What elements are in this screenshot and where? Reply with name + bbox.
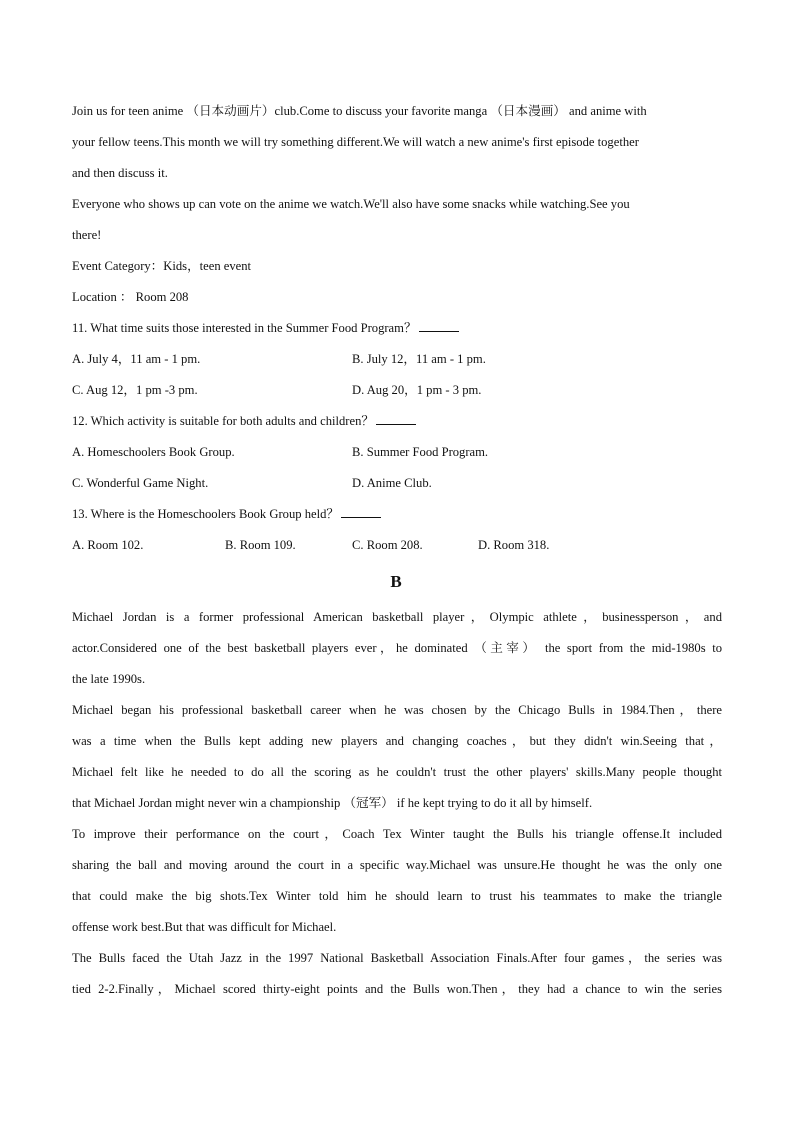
question-13-stem: 13. Where is the Homeschoolers Book Group held？ xyxy=(72,507,339,521)
q12-option-b[interactable]: B. Summer Food Program. xyxy=(352,445,489,459)
answer-blank-11[interactable] xyxy=(419,317,459,332)
q13-option-a[interactable]: A. Room 102. xyxy=(72,538,144,552)
anime-p1-line-3: and then discuss it. xyxy=(72,166,168,180)
answer-blank-12[interactable] xyxy=(376,410,416,425)
question-11 xyxy=(72,313,722,344)
question-11-options-row-1 xyxy=(72,344,722,375)
anime-p2-line-1: Everyone who shows up can vote on the anime we watch.We'll also have some snacks while watching.See you xyxy=(72,197,630,211)
question-12-stem: 12. Which activity is suitable for both adults and children？ xyxy=(72,414,374,428)
jordan-line-12: The Bulls faced the Utah Jazz in the 1997 National Basketball Association Finals.After four games，the series was xyxy=(72,951,722,965)
event-category: Event Category：Kids，teen event xyxy=(72,259,252,273)
document-page xyxy=(72,96,722,1005)
q13-option-c[interactable]: C. Room 208. xyxy=(352,538,423,552)
q12-option-d[interactable]: D. Anime Club. xyxy=(352,476,432,490)
jordan-line-2: actor.Considered one of the best basketball players ever，he dominated （主宰） the sport from the mid-1980s to xyxy=(72,641,722,655)
jordan-line-6: Michael felt like he needed to do all the scoring as he couldn't trust the other players' skills.Many people thought xyxy=(72,765,722,779)
jordan-line-13: tied 2-2.Finally，Michael scored thirty-eight points and the Bulls won.Then，they had a chance to win the series xyxy=(72,982,722,996)
question-13 xyxy=(72,499,722,530)
question-11-options-row-2 xyxy=(72,375,722,406)
q12-option-c[interactable]: C. Wonderful Game Night. xyxy=(72,476,209,490)
jordan-line-3: the late 1990s. xyxy=(72,672,146,686)
jordan-line-7: that Michael Jordan might never win a championship （冠军） if he kept trying to do it all by himself. xyxy=(72,796,593,810)
jordan-line-5: was a time when the Bulls kept adding new players and changing coaches，but they didn't win.Seeing that， xyxy=(72,734,722,748)
q11-option-d[interactable]: D. Aug 20，1 pm - 3 pm. xyxy=(352,383,482,397)
anime-p2-line-2: there! xyxy=(72,228,102,242)
q13-option-b[interactable]: B. Room 109. xyxy=(225,538,296,552)
anime-p1-line-1: Join us for teen anime （日本动画片）club.Come to discuss your favorite manga （日本漫画） and anime with xyxy=(72,104,647,118)
answer-blank-13[interactable] xyxy=(341,503,381,518)
section-b-heading: B xyxy=(390,572,402,591)
jordan-line-10: that could make the big shots.Tex Winter told him he should learn to trust his teammates to make the triangle xyxy=(72,889,722,903)
jordan-line-4: Michael began his professional basketball career when he was chosen by the Chicago Bulls in 1984.Then，there xyxy=(72,703,722,717)
question-12-options-row-1 xyxy=(72,437,722,468)
q12-option-a[interactable]: A. Homeschoolers Book Group. xyxy=(72,445,235,459)
q11-option-a[interactable]: A. July 4，11 am - 1 pm. xyxy=(72,352,201,366)
jordan-line-1: Michael Jordan is a former professional American basketball player，Olympic athlete，businessperson，and xyxy=(72,610,722,624)
q13-option-d[interactable]: D. Room 318. xyxy=(478,538,550,552)
question-11-stem: 11. What time suits those interested in the Summer Food Program？ xyxy=(72,321,417,335)
q11-option-c[interactable]: C. Aug 12，1 pm -3 pm. xyxy=(72,383,198,397)
anime-p1-line-2: your fellow teens.This month we will try something different.We will watch a new anime's first episode together xyxy=(72,135,639,149)
jordan-line-9: sharing the ball and moving around the court in a specific way.Michael was unsure.He thought he was the only one xyxy=(72,858,722,872)
event-location: Location ： Room 208 xyxy=(72,290,189,304)
question-12 xyxy=(72,406,722,437)
jordan-line-11: offense work best.But that was difficult for Michael. xyxy=(72,920,337,934)
jordan-line-8: To improve their performance on the court，Coach Tex Winter taught the Bulls his triangle offense.It included xyxy=(72,827,722,841)
question-12-options-row-2 xyxy=(72,468,722,499)
q11-option-b[interactable]: B. July 12，11 am - 1 pm. xyxy=(352,352,486,366)
question-13-options xyxy=(72,530,722,561)
